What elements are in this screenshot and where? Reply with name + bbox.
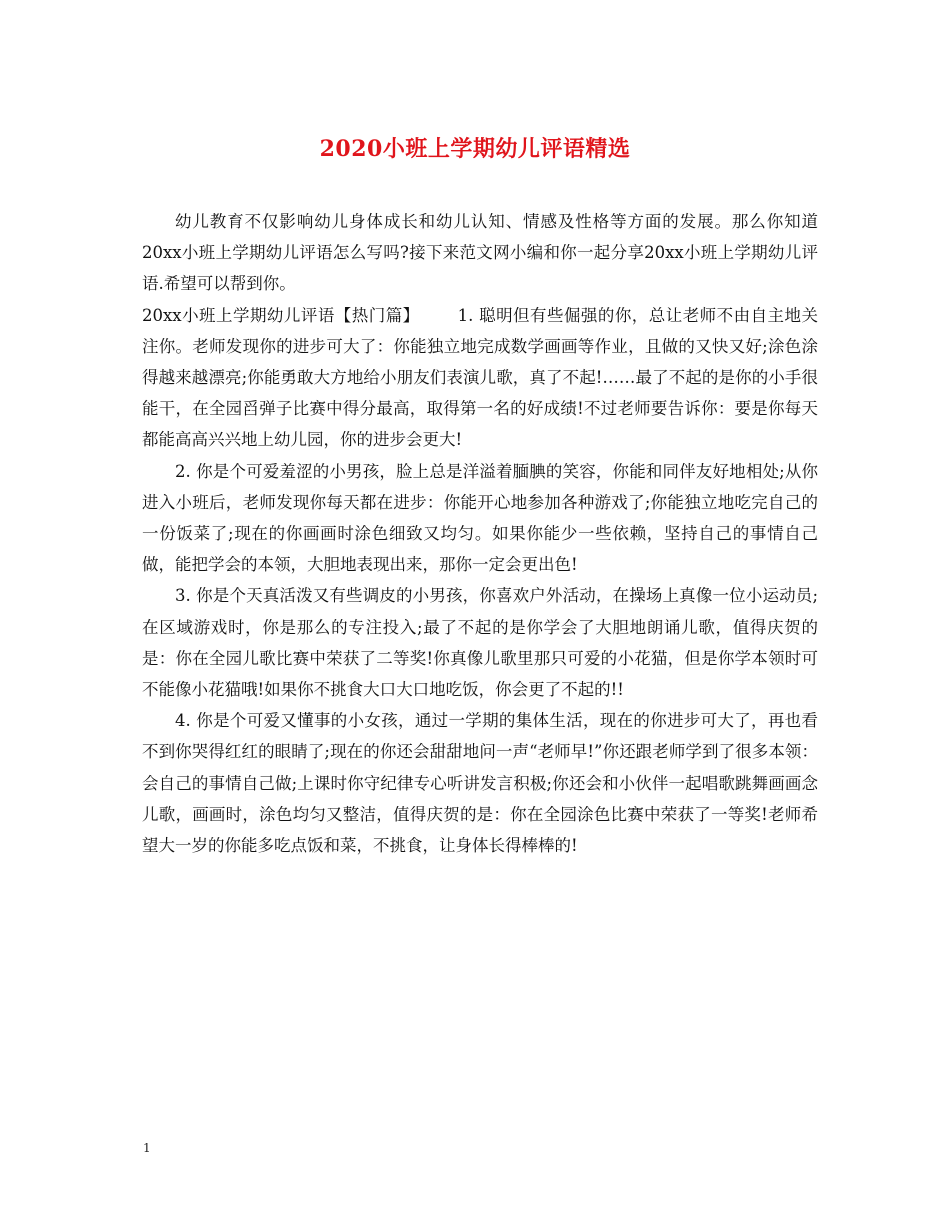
comment-item-1: 1. 聪明但有些倔强的你，总让老师不由自主地关注你。老师发现你的进步可大了：你能独立地完成数学画画等作业，且做的又快又好;涂色涂得越来越漂亮;你能勇敢大方地给小朋友们表演儿歌，真了不起!……最了不起的是你的小手很能干，在全园舀弹子比赛中得分最高，取得第一名的好成绩!不过老师要告诉你：要是你每天都能高高兴兴地上幼儿园，你的进步会更大! [142, 305, 818, 450]
comment-item-4: 4. 你是个可爱又懂事的小女孩，通过一学期的集体生活，现在的你进步可大了，再也看不到你哭得红红的眼睛了;现在的你还会甜甜地问一声“老师早!”你还跟老师学到了很多本领：会自己的事情自己做;上课时你守纪律专心听讲发言积极;你还会和小伙伴一起唱歌跳舞画画念儿歌，画画时，涂色均匀又整洁，值得庆贺的是：你在全园涂色比赛中荣获了一等奖!老师希望大一岁的你能多吃点饭和菜，不挑食，让身体长得棒棒的! [142, 711, 818, 856]
comment-item-2: 2. 你是个可爱羞涩的小男孩，脸上总是洋溢着腼腆的笑容，你能和同伴友好地相处;从你进入小班后，老师发现你每天都在进步：你能开心地参加各种游戏了;你能独立地吃完自己的一份饭菜了;现在的你画画时涂色细致又均匀。如果你能少一些依赖，坚持自己的事情自己做，能把学会的本领，大胆地表现出来，那你一定会更出色! [142, 461, 818, 575]
page-number: 1 [143, 1141, 151, 1155]
document-body [142, 206, 818, 861]
section-heading: 20xx小班上学期幼儿评语【热门篇】 [142, 305, 420, 325]
comment-item-3: 3. 你是个天真活泼又有些调皮的小男孩，你喜欢户外活动，在操场上真像一位小运动员;在区域游戏时，你是那么的专注投入;最了不起的是你学会了大胆地朗诵儿歌，值得庆贺的是：你在全园儿歌比赛中荣获了二等奖!你真像儿歌里那只可爱的小花猫，但是你学本领时可不能像小花猫哦!如果你不挑食大口大口地吃饭，你会更了不起的!! [142, 586, 818, 700]
section-paragraph [142, 300, 818, 456]
document-title: 2020小班上学期幼儿评语精选 [319, 136, 631, 162]
intro-paragraph: 幼儿教育不仅影响幼儿身体成长和幼儿认知、情感及性格等方面的发展。那么你知道20xx小班上学期幼儿评语怎么写吗?接下来范文网小编和你一起分享20xx小班上学期幼儿评语.希望可以帮到你。 [142, 212, 818, 294]
